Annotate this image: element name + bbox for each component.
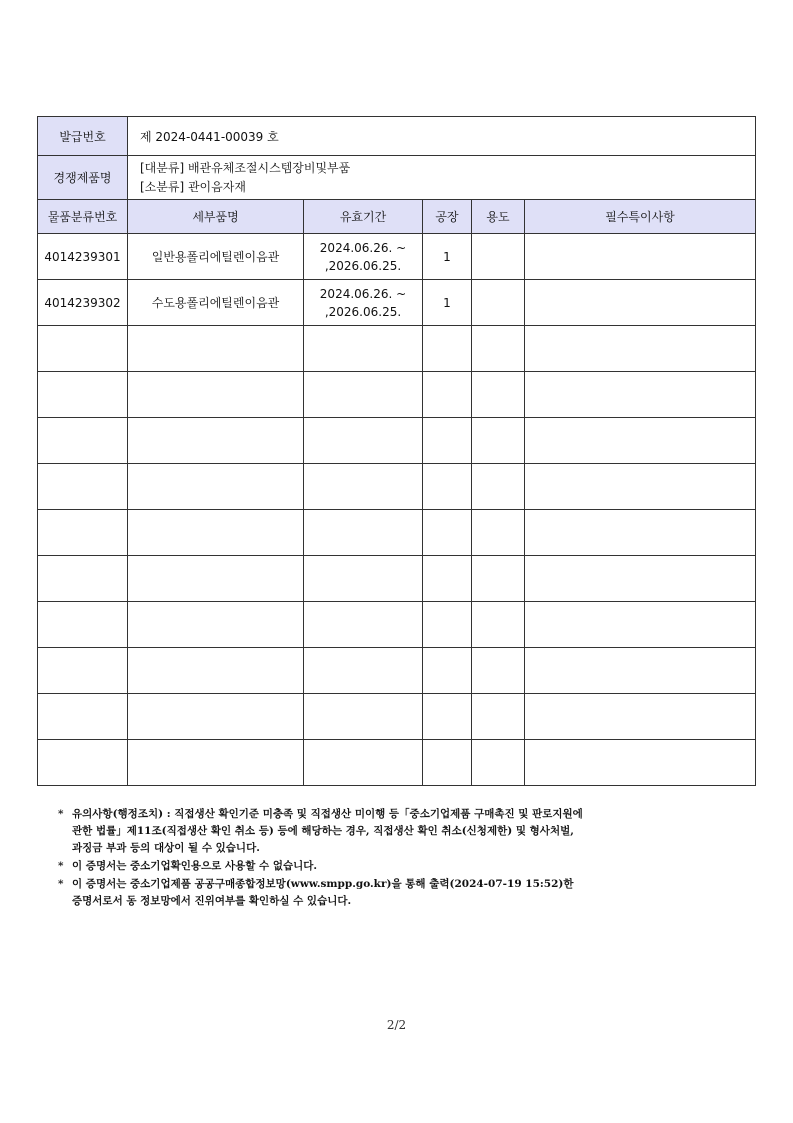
empty-cell	[525, 740, 756, 786]
note-bullet: *	[58, 878, 64, 890]
empty-cell	[472, 740, 525, 786]
product-minor-category: [소분류] 관이음자재	[140, 179, 246, 194]
cell-period	[304, 280, 423, 326]
empty-cell	[128, 694, 304, 740]
cell-use	[472, 280, 525, 326]
empty-cell	[423, 464, 472, 510]
empty-cell	[128, 326, 304, 372]
product-name-value	[128, 156, 756, 200]
empty-cell	[128, 602, 304, 648]
empty-table-row	[38, 648, 756, 694]
table-header-row	[38, 200, 756, 234]
empty-table-row	[38, 694, 756, 740]
empty-cell	[472, 510, 525, 556]
empty-cell	[423, 694, 472, 740]
empty-cell	[304, 740, 423, 786]
empty-cell	[423, 510, 472, 556]
note-bullet: *	[58, 808, 64, 820]
empty-cell	[128, 464, 304, 510]
empty-cell	[472, 556, 525, 602]
notes-section	[58, 806, 758, 911]
empty-cell	[423, 556, 472, 602]
empty-cell	[38, 648, 128, 694]
empty-cell	[38, 602, 128, 648]
empty-table-row	[38, 464, 756, 510]
empty-cell	[525, 648, 756, 694]
empty-cell	[525, 464, 756, 510]
col-header-factory: 공장	[423, 200, 472, 234]
empty-cell	[304, 648, 423, 694]
empty-cell	[525, 372, 756, 418]
empty-rows	[38, 326, 756, 786]
cell-note	[525, 234, 756, 280]
empty-cell	[38, 372, 128, 418]
empty-cell	[304, 694, 423, 740]
empty-table-row	[38, 372, 756, 418]
empty-cell	[472, 372, 525, 418]
empty-cell	[525, 556, 756, 602]
empty-cell	[304, 556, 423, 602]
empty-table-row	[38, 740, 756, 786]
issue-number-label: 발급번호	[38, 117, 128, 156]
empty-cell	[525, 694, 756, 740]
empty-cell	[38, 510, 128, 556]
empty-cell	[525, 326, 756, 372]
empty-cell	[423, 372, 472, 418]
empty-cell	[38, 556, 128, 602]
empty-cell	[304, 326, 423, 372]
note-text: 유의사항(행정조치) : 직접생산 확인기준 미충족 및 직접생산 미이행 등「중소기업제품 구매촉진 및 판로지원에 관한 법률」제11조(직접생산 확인 취소 등) 등에 해당하는 경우, 직접생산 확인 취소(신청제한) 및 형사처벌, 과징금 부과 등의 대상이 될 수 있습니다.	[72, 808, 583, 854]
col-header-name: 세부품명	[128, 200, 304, 234]
empty-cell	[472, 464, 525, 510]
empty-table-row	[38, 510, 756, 556]
empty-cell	[128, 648, 304, 694]
col-header-note: 필수특이사항	[525, 200, 756, 234]
empty-cell	[38, 464, 128, 510]
cell-name: 일반용폴리에틸렌이음관	[128, 234, 304, 280]
cell-factory: 1	[423, 280, 472, 326]
period-start: 2024.06.26. ~	[319, 286, 407, 301]
empty-cell	[525, 418, 756, 464]
cell-note	[525, 280, 756, 326]
empty-cell	[128, 418, 304, 464]
empty-cell	[128, 740, 304, 786]
note-text: 이 증명서는 중소기업제품 공공구매종합정보망(www.smpp.go.kr)을 통해 출력(2024-07-19 15:52)한 증명서로서 동 정보망에서 진위여부를 확인하실 수 있습니다.	[72, 878, 574, 907]
empty-cell	[423, 326, 472, 372]
empty-cell	[525, 602, 756, 648]
empty-cell	[423, 602, 472, 648]
cell-code: 4014239302	[38, 280, 128, 326]
empty-cell	[423, 648, 472, 694]
product-name-label: 경쟁제품명	[38, 156, 128, 200]
empty-cell	[304, 464, 423, 510]
empty-cell	[128, 372, 304, 418]
cell-name: 수도용폴리에틸렌이음관	[128, 280, 304, 326]
empty-cell	[128, 556, 304, 602]
empty-cell	[304, 602, 423, 648]
col-header-code: 물품분류번호	[38, 200, 128, 234]
period-end: ,2026.06.25.	[324, 258, 402, 273]
empty-cell	[38, 326, 128, 372]
empty-cell	[525, 510, 756, 556]
empty-cell	[472, 602, 525, 648]
empty-cell	[38, 694, 128, 740]
note-bullet: *	[58, 860, 64, 872]
empty-cell	[472, 694, 525, 740]
page-number: 2/2	[386, 1018, 407, 1032]
empty-table-row	[38, 556, 756, 602]
empty-cell	[472, 418, 525, 464]
empty-table-row	[38, 602, 756, 648]
empty-table-row	[38, 418, 756, 464]
empty-cell	[472, 648, 525, 694]
empty-cell	[38, 418, 128, 464]
certificate-table	[37, 116, 756, 786]
empty-table-row	[38, 326, 756, 372]
empty-cell	[38, 740, 128, 786]
empty-cell	[472, 326, 525, 372]
note-text: 이 증명서는 중소기업확인용으로 사용할 수 없습니다.	[72, 860, 318, 872]
empty-cell	[304, 372, 423, 418]
product-major-category: [대분류] 배관유체조절시스템장비및부품	[140, 160, 351, 175]
empty-cell	[423, 740, 472, 786]
table-row	[38, 280, 756, 326]
table-row	[38, 234, 756, 280]
cell-factory: 1	[423, 234, 472, 280]
cell-period	[304, 234, 423, 280]
period-start: 2024.06.26. ~	[319, 240, 407, 255]
note-item	[58, 806, 758, 857]
empty-cell	[304, 418, 423, 464]
period-end: ,2026.06.25.	[324, 304, 402, 319]
cell-use	[472, 234, 525, 280]
empty-cell	[304, 510, 423, 556]
col-header-period: 유효기간	[304, 200, 423, 234]
empty-cell	[423, 418, 472, 464]
note-item	[58, 858, 758, 875]
cell-code: 4014239301	[38, 234, 128, 280]
empty-cell	[128, 510, 304, 556]
col-header-use: 용도	[472, 200, 525, 234]
note-item	[58, 876, 758, 910]
issue-number-value: 제 2024-0441-00039 호	[128, 117, 756, 156]
